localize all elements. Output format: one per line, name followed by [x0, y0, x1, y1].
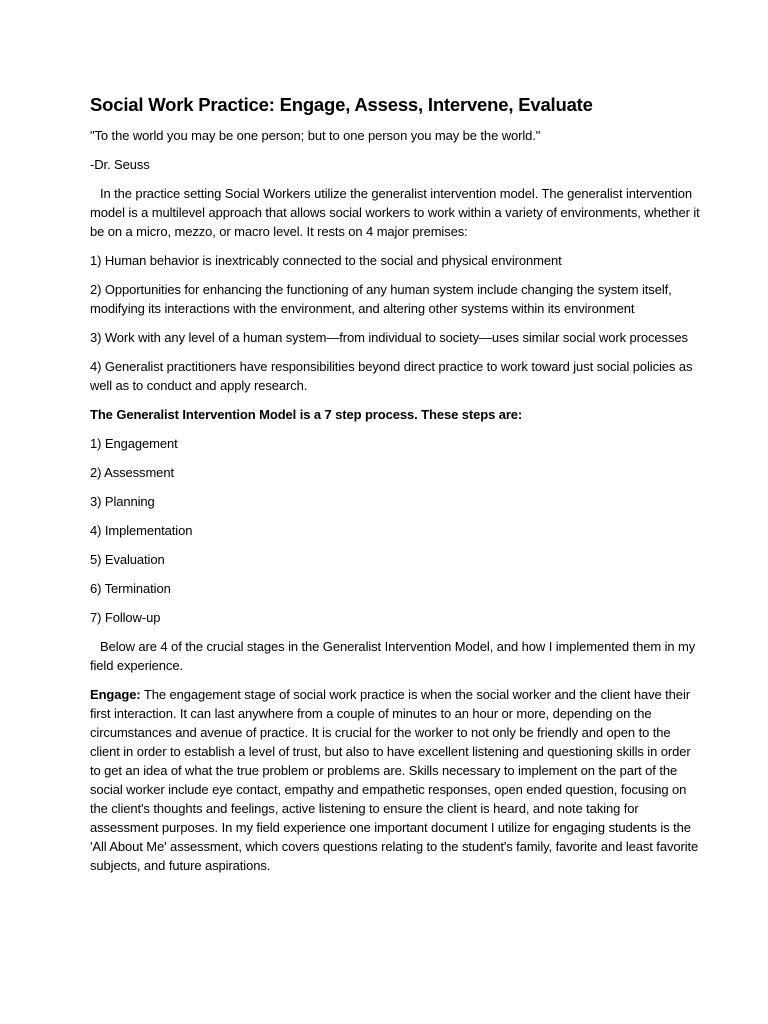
- premise-item: 1) Human behavior is inextricably connected to the social and physical environment: [90, 253, 562, 268]
- engage-text: The engagement stage of social work practice is when the social worker and the client have their first interaction. It can last anywhere from a couple of minutes to an hour or more, depending on the circumstances and avenue of practice. It is crucial for the worker to not only be friendly and open to the client in order to establish a level of trust, but also to have excellent listening and questioning skills in order to get an idea of what the true problem or problems are. Skills necessary to implement on the part of the social worker include eye contact, empathy and empathetic responses, open ended question, focusing on the client's thoughts and feelings, active listening to ensure the client is heard, and note taking for assessment purposes. In my field experience one important document I utilize for engaging students is the 'All About Me' assessment, which covers questions relating to the student's family, favorite and least favorite subjects, and future aspirations.: [90, 687, 699, 873]
- document-body: [90, 93, 700, 885]
- premise-item: 2) Opportunities for enhancing the functioning of any human system include changing the system itself, modifying its interactions with the environment, and altering other systems within its environment: [90, 282, 672, 316]
- step-item: 5) Evaluation: [90, 552, 165, 567]
- stages-intro-paragraph: Below are 4 of the crucial stages in the Generalist Intervention Model, and how I implemented them in my field experience.: [90, 639, 696, 673]
- step-item: 4) Implementation: [90, 523, 193, 538]
- premise-item: 3) Work with any level of a human system—from individual to society—uses similar social work processes: [90, 330, 688, 345]
- step-item: 6) Termination: [90, 581, 171, 596]
- steps-heading: The Generalist Intervention Model is a 7 step process. These steps are:: [90, 407, 523, 422]
- step-item: 1) Engagement: [90, 436, 178, 451]
- page-title: Social Work Practice: Engage, Assess, Intervene, Evaluate: [90, 94, 593, 115]
- intro-paragraph: In the practice setting Social Workers utilize the generalist intervention model. The generalist intervention model is a multilevel approach that allows social workers to work within a variety of environments, whether it be on a micro, mezzo, or macro level. It rests on 4 major premises:: [90, 186, 700, 239]
- quote-author: -Dr. Seuss: [90, 157, 150, 172]
- premise-item: 4) Generalist practitioners have responsibilities beyond direct practice to work toward just social policies as well as to conduct and apply research.: [90, 359, 693, 393]
- quote: "To the world you may be one person; but to one person you may be the world.": [90, 128, 541, 143]
- engage-paragraph: [90, 685, 700, 875]
- step-item: 3) Planning: [90, 494, 155, 509]
- step-item: 7) Follow-up: [90, 610, 161, 625]
- step-item: 2) Assessment: [90, 465, 174, 480]
- engage-label: Engage:: [90, 687, 141, 702]
